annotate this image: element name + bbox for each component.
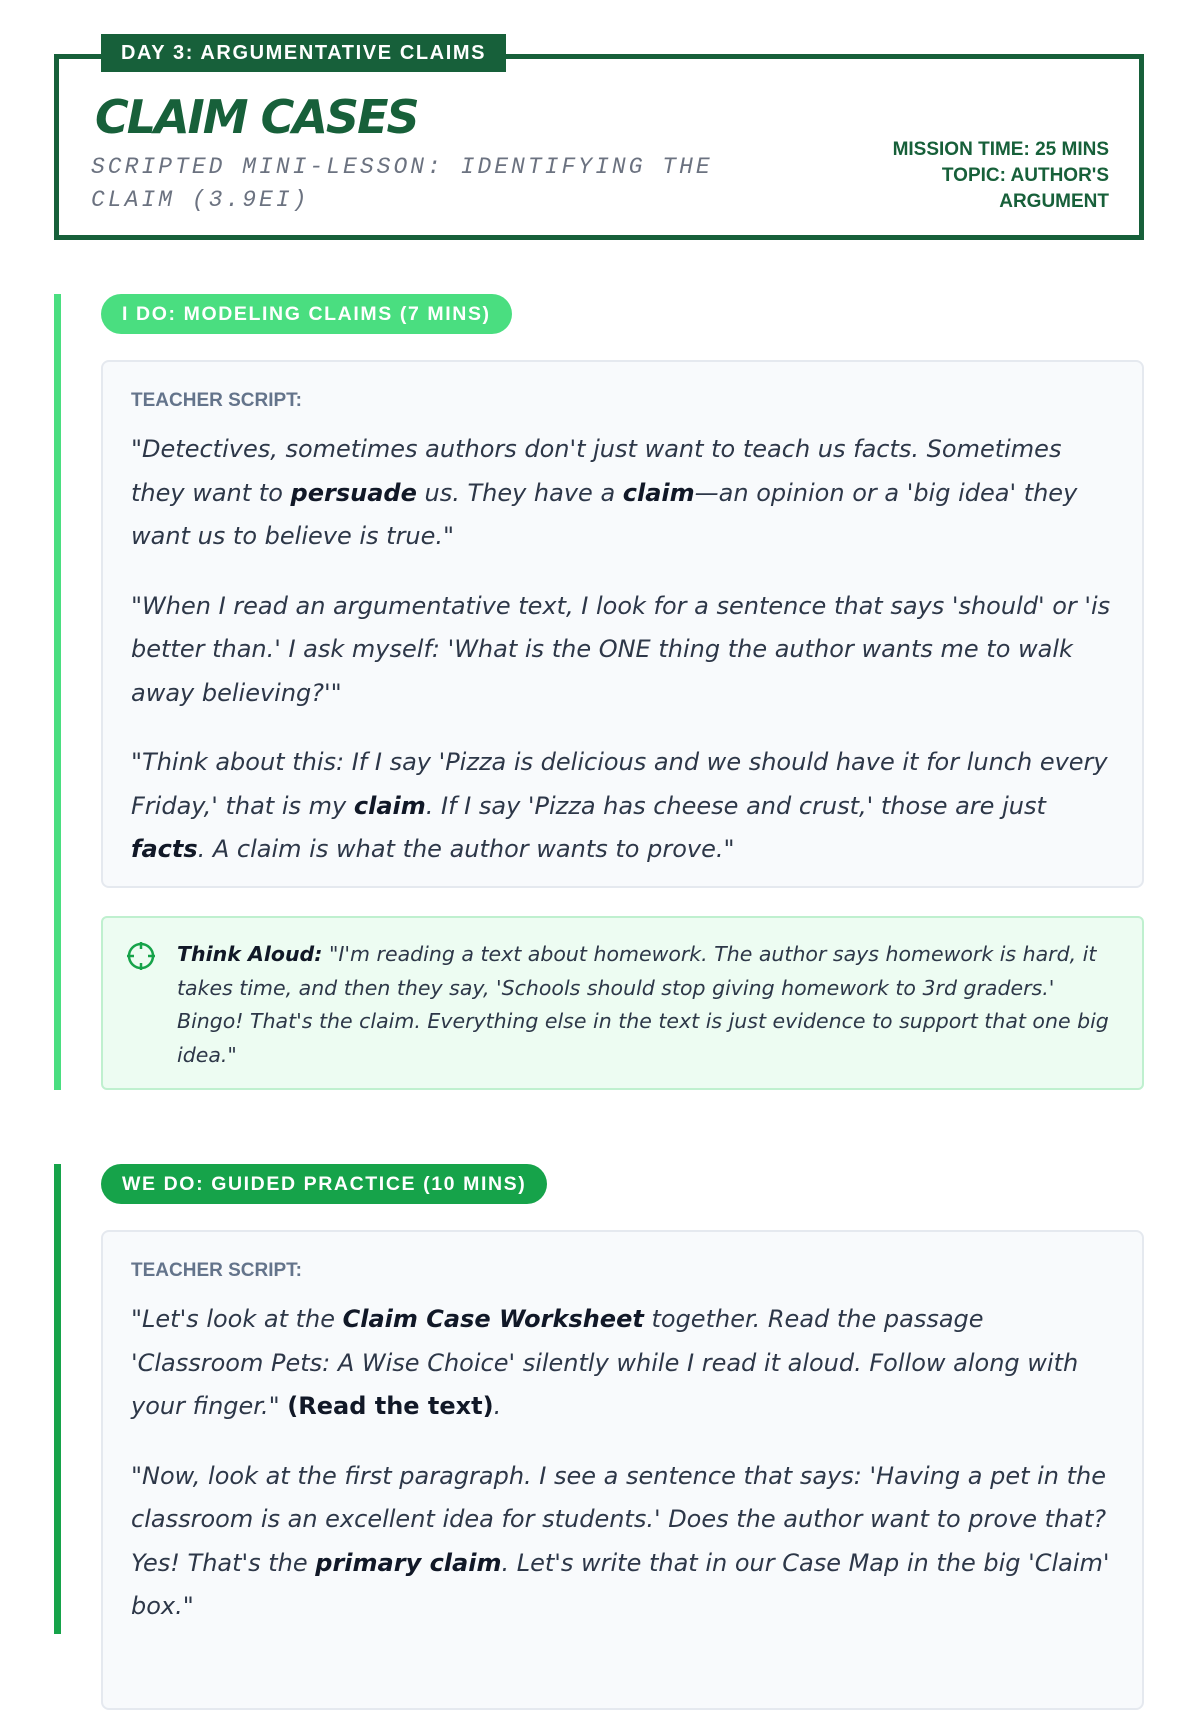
day-tab: DAY 3: ARGUMENTATIVE CLAIMS xyxy=(101,34,506,72)
section-pill-i-do: I DO: MODELING CLAIMS (7 MINS) xyxy=(101,294,512,334)
script-paragraph: "Think about this: If I say 'Pizza is delicious and we should have it for lunch every Friday,' that is my claim. If I say 'Pizza has cheese and crust,' those are just facts. A claim is what the author wants to prove." xyxy=(131,748,1108,863)
lesson-subtitle: SCRIPTED MINI-LESSON: IDENTIFYING THE CLAIM (3.9EI) xyxy=(91,154,713,213)
think-aloud-box xyxy=(101,916,1144,1090)
script-label: TEACHER SCRIPT: xyxy=(131,1260,303,1281)
mission-time: MISSION TIME: 25 MINS xyxy=(892,139,1109,160)
script-paragraph: "When I read an argumentative text, I look for a sentence that says 'should' or 'is better than.' I ask myself: 'What is the ONE thing the author wants me to walk away believing?'" xyxy=(131,591,1111,707)
think-aloud-label: Think Aloud: xyxy=(177,942,323,966)
script-paragraph: "Now, look at the first paragraph. I see a sentence that says: 'Having a pet in the classroom is an excellent idea for students.' Does the author want to prove that? Yes! That's the primary claim. Let's write that in our Case Map in the big 'Claim' box." xyxy=(131,1461,1110,1620)
script-paragraph: "Let's look at the Claim Case Worksheet together. Read the passage 'Classroom Pets: A Wise Choice' silently while I read it aloud. Follow along with your finger." (Read the text). xyxy=(131,1305,1079,1420)
section-accent-bar xyxy=(54,294,61,1090)
think-aloud-text: Think Aloud: "I'm reading a text about homework. The author says homework is hard, it takes time, and then they say, 'Schools should stop giving homework to 3rd graders.' Bingo! That's the claim. Everything else in the text is just evidence to support that one big idea." xyxy=(177,942,1109,1067)
script-paragraph: "Detectives, sometimes authors don't just want to teach us facts. Sometimes they want to persuade us. They have a claim—an opinion or a 'big idea' they want us to believe is true." xyxy=(131,435,1078,550)
section-we-do xyxy=(54,1164,1144,1634)
teacher-script-box xyxy=(101,1230,1144,1710)
page-title: CLAIM CASES xyxy=(95,90,418,144)
section-pill-we-do: WE DO: GUIDED PRACTICE (10 MINS) xyxy=(101,1164,547,1204)
lesson-topic: TOPIC: AUTHOR'S ARGUMENT xyxy=(941,165,1109,212)
lesson-meta xyxy=(893,137,1109,215)
section-accent-bar xyxy=(54,1164,61,1634)
crosshair-icon xyxy=(125,940,157,972)
header-card xyxy=(54,54,1144,240)
script-label: TEACHER SCRIPT: xyxy=(131,390,303,411)
section-i-do xyxy=(54,294,1144,1090)
teacher-script-box xyxy=(101,360,1144,888)
